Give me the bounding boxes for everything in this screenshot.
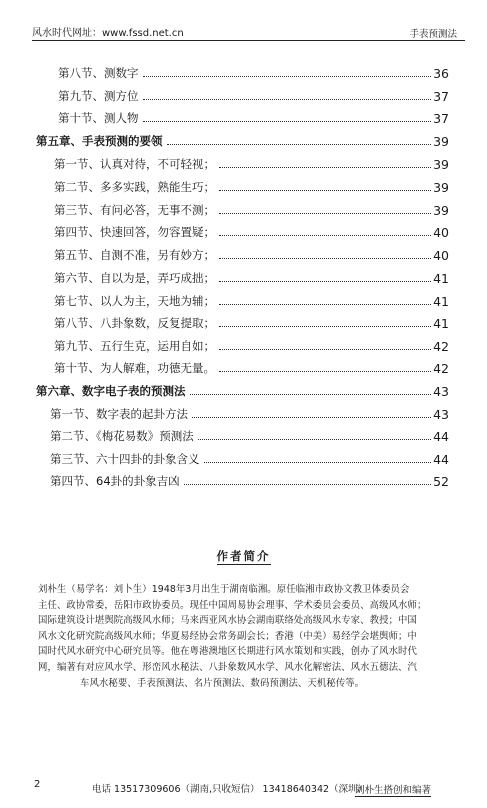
toc-entry xyxy=(54,358,449,376)
toc-entry xyxy=(50,471,449,489)
bio-line: 主任、政协常委，岳阳市政协委员。现任中国周易协会理事、学术委员会委员、高级风水师； xyxy=(38,599,427,611)
toc-leader xyxy=(219,325,431,327)
bio-line: 国时代风水研究中心研究员等。他在粤港澳地区长期进行风水策划和实践，创办了风水时代 xyxy=(38,646,418,658)
toc-entry-page: 41 xyxy=(433,316,449,331)
toc-entry-title: 第六节、自以为是，弄巧成拙； xyxy=(54,271,215,285)
contact-phone: 电话 13517309606（湖南,只收短信） 13418640342（深圳） xyxy=(92,784,368,795)
toc-leader xyxy=(219,166,431,168)
toc-entry-title: 第二节、多多实践，熟能生巧； xyxy=(54,180,215,194)
toc-entry-title: 第九节、测方位 xyxy=(58,89,139,103)
toc-leader xyxy=(143,75,432,77)
toc-leader xyxy=(143,98,432,100)
toc-entry-page: 36 xyxy=(433,66,449,81)
page-header xyxy=(32,22,465,41)
toc-entry-title: 第六章、数字电子表的预测法 xyxy=(36,384,186,398)
bio-line: 网，编著有对应风水学、形峦风水秘法、八卦象数风水学、风水化解密法、风水五德法、汽 xyxy=(38,661,418,673)
toc-entry-page: 37 xyxy=(433,89,449,104)
toc-entry-page: 44 xyxy=(433,429,449,444)
page-footer xyxy=(0,779,487,797)
toc-entry xyxy=(50,426,449,444)
toc-leader xyxy=(219,212,431,214)
toc-entry-title: 第四节、快速回答，勿容置疑； xyxy=(54,225,215,239)
author-bio xyxy=(38,582,462,691)
toc-chapter xyxy=(36,381,449,399)
toc-entry-page: 39 xyxy=(433,157,449,172)
toc-entry-page: 41 xyxy=(433,271,449,286)
toc-leader xyxy=(219,280,431,282)
toc-entry-title: 第五节、自测不准，另有妙方； xyxy=(54,248,215,262)
toc-entry-title: 第十节、测人物 xyxy=(58,111,139,125)
bio-line: 车风水秘要、手表预测法、名片预测法、数码预测法、天机秘传等。 xyxy=(80,677,365,689)
toc-entry-title: 第三节、有问必答，无事不测； xyxy=(54,203,215,217)
bio-line: 风水文化研究院高级风水师；华夏易经协会常务副会长；香港（中美）易经学会堪舆师；中 xyxy=(38,630,418,642)
toc-entry xyxy=(58,86,449,104)
author-title-text: 作者简介 xyxy=(216,549,271,563)
toc-entry xyxy=(54,245,449,263)
toc-leader xyxy=(198,438,431,440)
toc-entry-title: 第一节、数字表的起卦方法 xyxy=(50,407,188,421)
bio-line: 国际建筑设计堪舆院高级风水师；马来西亚风水协会湖南联络处高级风水专家、教授；中国 xyxy=(38,615,418,627)
toc-entry-title: 第五章、手表预测的要领 xyxy=(36,134,163,148)
toc-leader xyxy=(219,189,431,191)
author-section-title xyxy=(0,548,487,564)
toc-entry xyxy=(54,268,449,286)
toc-entry-title: 第四节、64卦的卦象吉凶 xyxy=(50,474,180,488)
toc-leader xyxy=(219,303,431,305)
toc-leader xyxy=(204,461,432,463)
toc-entry xyxy=(54,177,449,195)
toc-entry xyxy=(58,63,449,81)
toc-entry-page: 42 xyxy=(433,339,449,354)
toc-leader xyxy=(192,416,431,418)
toc-entry xyxy=(50,404,449,422)
toc-leader xyxy=(143,120,432,122)
toc-entry-page: 40 xyxy=(433,225,449,240)
bio-line: 刘朴生（易学名：刘卜生）1948年3月出生于湖南临湘。原任临湘市政协文教卫体委员会 xyxy=(38,584,410,595)
toc-entry xyxy=(50,449,449,467)
toc-entry-page: 43 xyxy=(433,407,449,422)
toc-entry-title: 第二节、《梅花易数》预测法 xyxy=(50,429,194,443)
toc-leader xyxy=(219,257,431,259)
toc-entry-page: 39 xyxy=(433,203,449,218)
book-title: 手表预测法 xyxy=(409,29,457,40)
toc-entry-page: 41 xyxy=(433,294,449,309)
toc-entry-page: 39 xyxy=(433,134,449,149)
toc-entry-title: 第一节、认真对待，不可轻视； xyxy=(54,157,215,171)
toc-entry-title: 第十节、为人解难，功德无量。 xyxy=(54,361,215,375)
toc-leader xyxy=(219,370,431,372)
toc-entry xyxy=(54,154,449,172)
toc-entry xyxy=(54,313,449,331)
toc-leader xyxy=(219,234,431,236)
toc-entry-page: 37 xyxy=(433,111,449,126)
toc-chapter xyxy=(36,131,449,149)
toc-entry-title: 第三节、六十四卦的卦象含义 xyxy=(50,452,200,466)
toc-leader xyxy=(219,348,431,350)
toc-entry-title: 第九节、五行生克，运用自如； xyxy=(54,339,215,353)
toc-entry xyxy=(54,336,449,354)
toc-entry-page: 44 xyxy=(433,452,449,467)
toc-entry xyxy=(54,200,449,218)
toc-entry xyxy=(54,291,449,309)
toc-entry xyxy=(54,222,449,240)
toc-entry-page: 52 xyxy=(433,474,449,489)
page-number: 2 xyxy=(34,779,41,790)
toc-entry-page: 40 xyxy=(433,248,449,263)
toc-entry-page: 42 xyxy=(433,361,449,376)
toc-entry xyxy=(58,108,449,126)
toc-entry-title: 第八节、测数字 xyxy=(58,66,139,80)
toc-leader xyxy=(184,483,431,485)
toc-leader xyxy=(167,143,432,145)
toc-leader xyxy=(190,393,432,395)
toc-entry-page: 39 xyxy=(433,180,449,195)
toc-entry-title: 第八节、八卦象数，反复提取； xyxy=(54,316,215,330)
toc-entry-page: 43 xyxy=(433,384,449,399)
author-credit: 刘朴生搭创和编著 xyxy=(355,782,431,797)
toc-entry-title: 第七节、以人为主，天地为辅； xyxy=(54,294,215,308)
site-url: 风水时代网址：www.fssd.net.cn xyxy=(32,28,184,39)
